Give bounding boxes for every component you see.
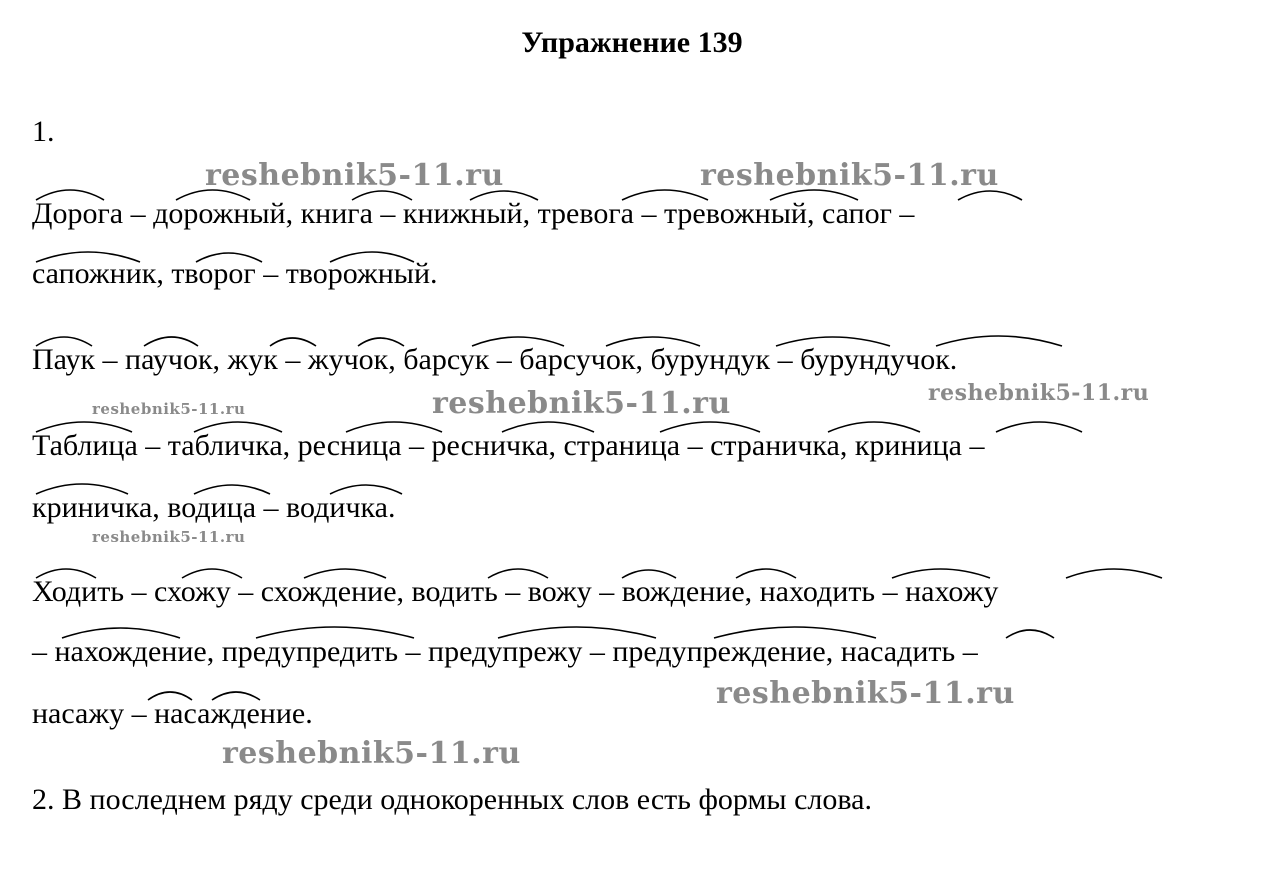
text-line-1: Дорога – дорожный, книга – книжный, тревога – тревожный, сапог – (32, 197, 915, 230)
watermark-3: reshebnik5-11.ru (92, 400, 246, 418)
text-line-2: сапожник, творог – творожный. (32, 257, 438, 290)
text-line-8: насажу – насаждение. (32, 697, 313, 730)
text-line-4: Таблица – табличка, ресница – ресничка, страница – страничка, криница – (32, 429, 985, 462)
watermark-2: reshebnik5-11.ru (700, 158, 999, 193)
text-line-3: Паук – паучок, жук – жучок, барсук – барсучок, бурундук – бурундучок. (32, 343, 958, 376)
watermark-5: reshebnik5-11.ru (928, 380, 1150, 406)
text-line-7: – нахождение, предупредить – предупрежу – предупреждение, насадить – (32, 635, 978, 668)
text-line-6: Ходить – схожу – схождение, водить – вожу – вождение, находить – нахожу (32, 575, 999, 608)
watermark-1: reshebnik5-11.ru (205, 158, 504, 193)
text-line-5: криничка, водица – водичка. (32, 491, 396, 524)
section-2-text: 2. В последнем ряду среди однокоренных слов есть формы слова. (32, 783, 872, 816)
section-1-number: 1. (32, 115, 55, 148)
watermark-6: reshebnik5-11.ru (92, 528, 246, 546)
watermark-7: reshebnik5-11.ru (716, 676, 1015, 711)
watermark-4: reshebnik5-11.ru (432, 386, 731, 421)
watermark-8: reshebnik5-11.ru (222, 736, 521, 771)
page-title: Упражнение 139 (521, 26, 743, 59)
